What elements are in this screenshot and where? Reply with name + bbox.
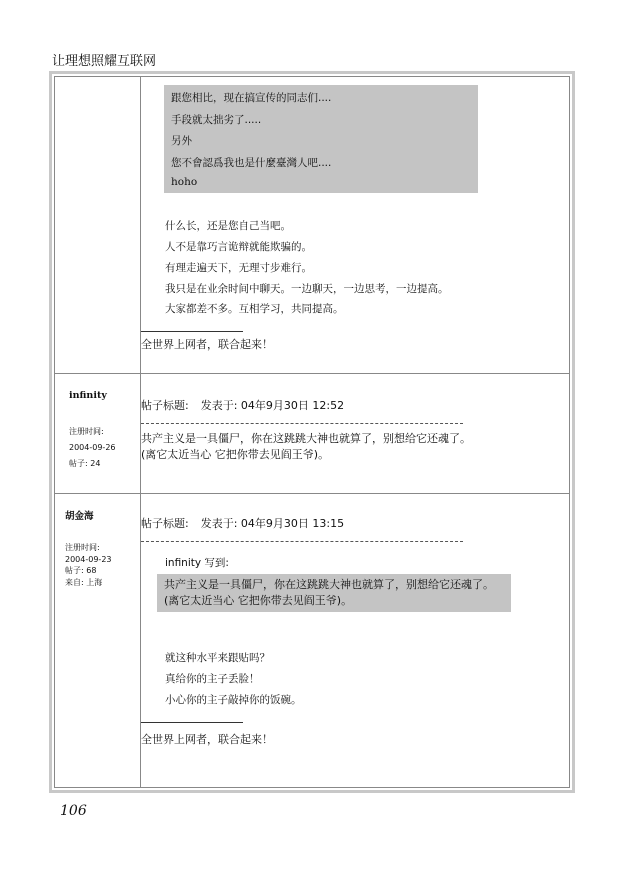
post-header-divider xyxy=(141,423,463,424)
post-author-name[interactable]: 胡金海 xyxy=(65,511,94,522)
quote-text: 共产主义是一具僵尸，你在这跳跳大神也就算了，别想给它还魂了。(离它太近当心 它把你带去见阎王爷)。 xyxy=(164,578,494,607)
row-divider-2 xyxy=(55,493,569,494)
page-number: 106 xyxy=(60,803,87,819)
posted-time: 发表于: 04年9月30日 13:15 xyxy=(200,517,345,530)
row-divider-1 xyxy=(55,373,569,374)
quote-line: 另外 xyxy=(171,135,192,147)
post-author-name[interactable]: infinity xyxy=(69,390,107,401)
signature: 全世界上网者，联合起来！ xyxy=(141,338,273,351)
book-header-title: 让理想照耀互联网 xyxy=(52,54,157,69)
post-body: 共产主义是一具僵尸，你在这跳跳大神也就算了，别想给它还魂了。(离它太近当心 它把你带去见阎王爷)。 xyxy=(141,432,471,461)
post-body-line: 就这种水平来跟贴吗？ xyxy=(165,652,270,664)
quote-line: 手段就太拙劣了..... xyxy=(171,114,262,126)
thread-inner-border xyxy=(54,76,570,788)
post-header xyxy=(141,397,344,413)
quote-line: 跟您相比，现在搞宣传的同志们.... xyxy=(171,92,332,104)
post-body-line: 有理走遍天下，无理寸步难行。 xyxy=(165,262,312,274)
posted-time: 发表于: 04年9月30日 12:52 xyxy=(200,399,345,412)
post-body-line: 大家都差不多。互相学习，共同提高。 xyxy=(165,303,344,315)
post-header-divider xyxy=(141,541,463,542)
signature-divider xyxy=(141,722,243,723)
quote-line: hoho xyxy=(171,176,198,188)
signature: 全世界上网者，联合起来！ xyxy=(141,733,273,746)
post-body-line: 我只是在业余时间中聊天。一边聊天，一边思考，一边提高。 xyxy=(165,283,449,295)
post-header xyxy=(141,515,344,531)
subject-label: 帖子标题: xyxy=(141,517,189,530)
forum-thread-table xyxy=(49,71,575,793)
post-body-line: 真给你的主子丢脸！ xyxy=(165,673,260,685)
post-author-meta: 注册时间: 2004-09-23 帖子: 68 来自: 上海 xyxy=(65,543,112,587)
post-body-line: 什么长，还是您自己当吧。 xyxy=(165,220,291,232)
quote-author: infinity 写到: xyxy=(165,557,229,569)
subject-label: 帖子标题: xyxy=(141,399,189,412)
signature-divider xyxy=(141,331,243,332)
post-author-meta: 注册时间: 2004-09-26 帖子: 24 xyxy=(69,427,116,468)
post-body-line: 小心你的主子敲掉你的饭碗。 xyxy=(165,694,302,706)
quote-line: 您不會認爲我也是什麼臺灣人吧.... xyxy=(171,157,332,169)
post-body-line: 人不是靠巧言诡辩就能欺骗的。 xyxy=(165,241,312,253)
